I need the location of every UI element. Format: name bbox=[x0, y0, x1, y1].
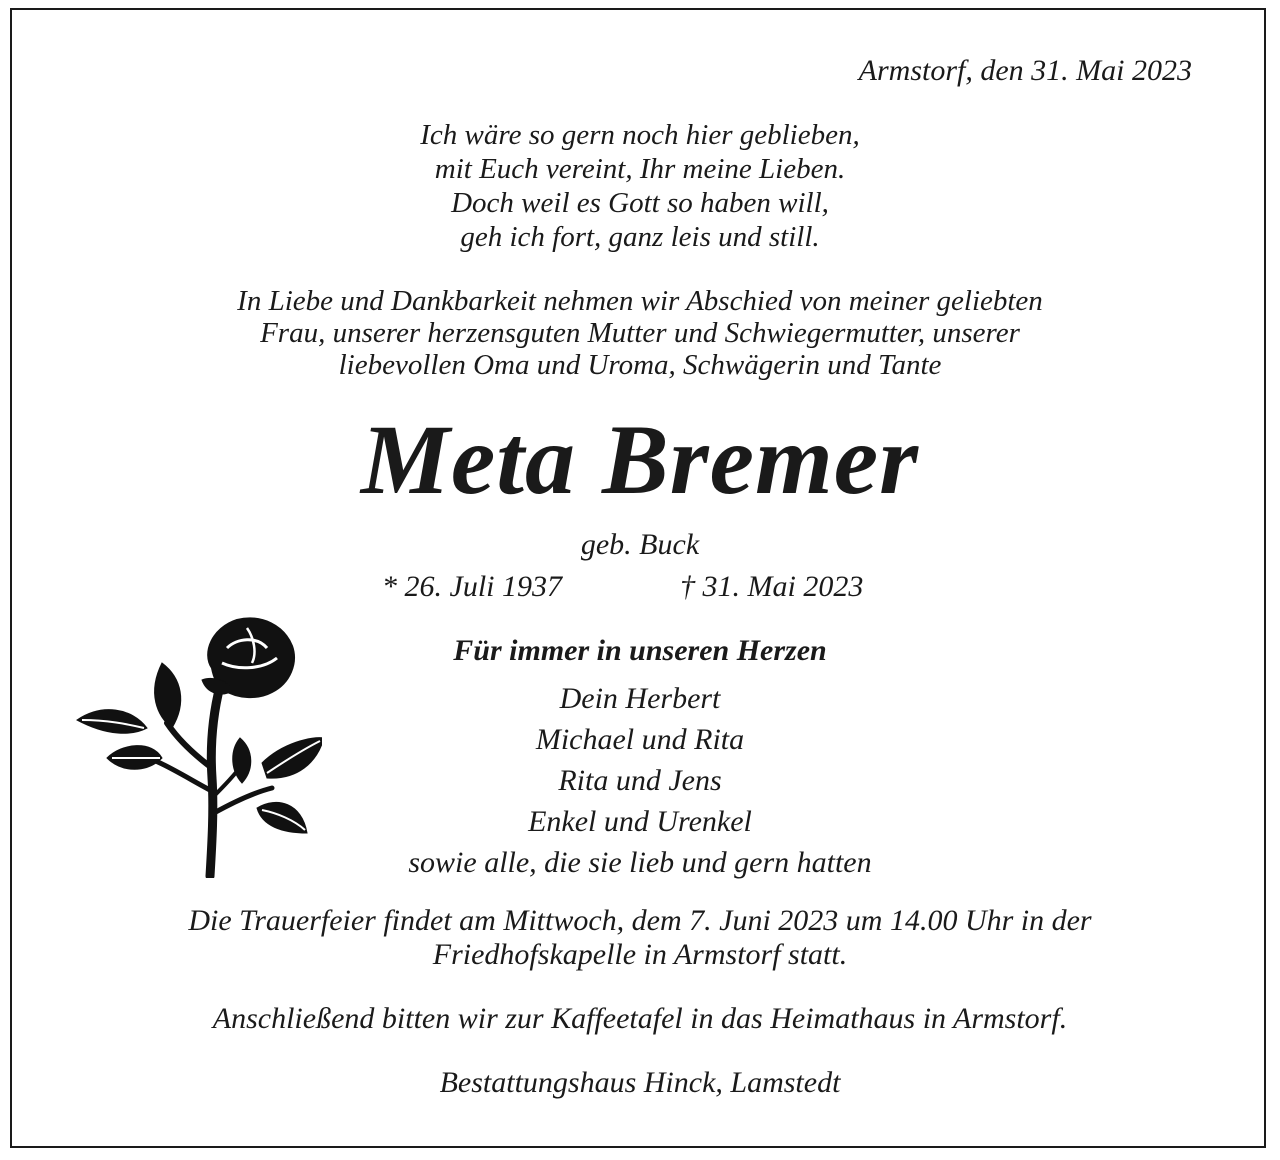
intro-line: Frau, unserer herzensguten Mutter und Schwiegermutter, unserer bbox=[260, 317, 1020, 349]
death-date: † 31. Mai 2023 bbox=[680, 570, 864, 603]
birth-date: * 26. Juli 1937 bbox=[382, 570, 562, 603]
mourner-line: Michael und Rita bbox=[535, 723, 745, 756]
place-date: Armstorf, den 31. Mai 2023 bbox=[858, 54, 1192, 87]
funeral-home: Bestattungshaus Hinck, Lamstedt bbox=[439, 1066, 841, 1099]
maiden-name: geb. Buck bbox=[580, 528, 700, 561]
funeral-service-info bbox=[12, 904, 1268, 972]
intro-line: liebevollen Oma und Uroma, Schwägerin und Tante bbox=[338, 349, 942, 381]
poem bbox=[12, 118, 1268, 254]
service-line: Die Trauerfeier findet am Mittwoch, dem 7. Juni 2023 um 14.00 Uhr in der bbox=[188, 904, 1092, 937]
poem-line: Ich wäre so gern noch hier geblieben, bbox=[420, 119, 860, 151]
service-line: Friedhofskapelle in Armstorf statt. bbox=[432, 938, 848, 971]
poem-line: geh ich fort, ganz leis und still. bbox=[460, 221, 820, 253]
mourner-line: Dein Herbert bbox=[559, 682, 721, 715]
obituary-notice bbox=[10, 8, 1266, 1148]
coffee-invitation: Anschließend bitten wir zur Kaffeetafel in das Heimathaus in Armstorf. bbox=[212, 1002, 1068, 1035]
poem-line: Doch weil es Gott so haben will, bbox=[451, 187, 829, 219]
closing-heading: Für immer in unseren Herzen bbox=[453, 634, 827, 667]
intro-text bbox=[12, 285, 1268, 381]
intro-line: In Liebe und Dankbarkeit nehmen wir Abschied von meiner geliebten bbox=[237, 285, 1043, 317]
mourner-line: Enkel und Urenkel bbox=[528, 805, 752, 838]
mourner-line: Rita und Jens bbox=[558, 764, 722, 797]
poem-line: mit Euch vereint, Ihr meine Lieben. bbox=[434, 153, 846, 185]
mourner-line: sowie alle, die sie lieb und gern hatten bbox=[408, 846, 872, 879]
deceased-name: Meta Bremer bbox=[360, 404, 920, 515]
mourners-list bbox=[12, 678, 1268, 883]
